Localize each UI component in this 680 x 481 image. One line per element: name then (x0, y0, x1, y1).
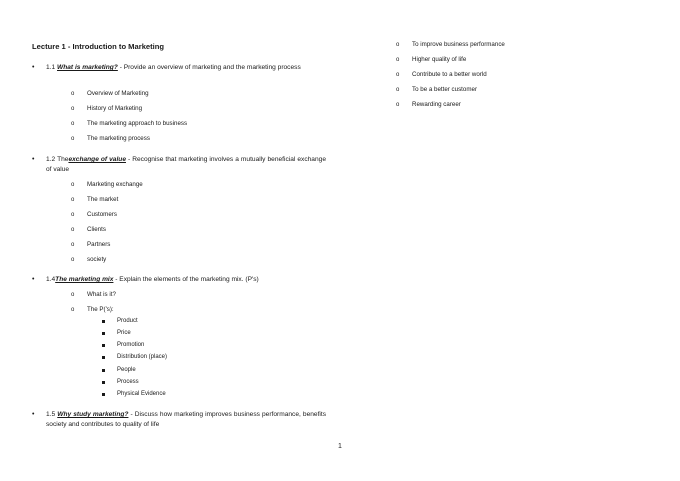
section-description: - Provide an overview of marketing and the marketing process (119, 64, 301, 71)
section-description: - Recognise that marketing involves a mutually beneficial exchange of value (46, 156, 326, 173)
bullet: • (32, 64, 35, 71)
section-number: 1.5 (46, 411, 56, 418)
list-item: o Clients (71, 226, 106, 233)
list-item-p: Distribution (place) (117, 353, 167, 361)
list-item: o What is it? (71, 291, 116, 298)
section-number: 1.2 The (46, 156, 69, 163)
list-item-p: Promotion (117, 341, 144, 349)
list-item-p: Process (117, 378, 139, 386)
section-1-1 (32, 63, 326, 73)
list-item: o To be a better customer (396, 86, 478, 93)
list-item-p: Price (117, 329, 131, 337)
section-number: 1.1 (46, 64, 56, 71)
list-item: o Partners (71, 241, 111, 248)
section-1-2 (32, 155, 326, 175)
bullet: • (32, 411, 35, 418)
list-item: o The market (71, 196, 119, 203)
list-item: o society (71, 256, 107, 263)
section-topic: exchange of value (68, 156, 126, 163)
list-item: o The marketing approach to business (71, 120, 188, 127)
list-item: o Overview of Marketing (71, 90, 149, 97)
section-topic: What is marketing? (57, 64, 118, 71)
list-item: o The marketing process (71, 135, 150, 142)
section-topic: Why study marketing? (57, 411, 129, 418)
list-item: o Rewarding career (396, 101, 461, 108)
bullet: • (32, 276, 35, 283)
list-item-p: People (117, 366, 136, 374)
bullet: • (32, 156, 35, 163)
list-item: o Marketing exchange (71, 181, 143, 188)
list-item-p: Product (117, 317, 138, 325)
section-1-5 (32, 410, 326, 430)
list-item: o History of Marketing (71, 105, 143, 112)
section-topic: The marketing mix (55, 276, 114, 283)
section-description: - Explain the elements of the marketing mix. (P's) (115, 276, 259, 283)
list-item-p: Physical Evidence (117, 390, 166, 398)
list-item: o Higher quality of life (396, 56, 467, 63)
section-1-4 (32, 275, 346, 285)
page-number: 1 (338, 443, 342, 450)
list-item: o To improve business performance (396, 41, 505, 48)
page-title: Lecture 1 - Introduction to Marketing (32, 42, 165, 51)
list-item: o Customers (71, 211, 117, 218)
section-number: 1.4 (46, 276, 56, 283)
section-description: - Discuss how marketing improves business performance, benefits society and contributes to quality of life (46, 411, 326, 428)
list-item: o Contribute to a better world (396, 71, 487, 78)
list-item: o The P('s): (71, 306, 114, 313)
